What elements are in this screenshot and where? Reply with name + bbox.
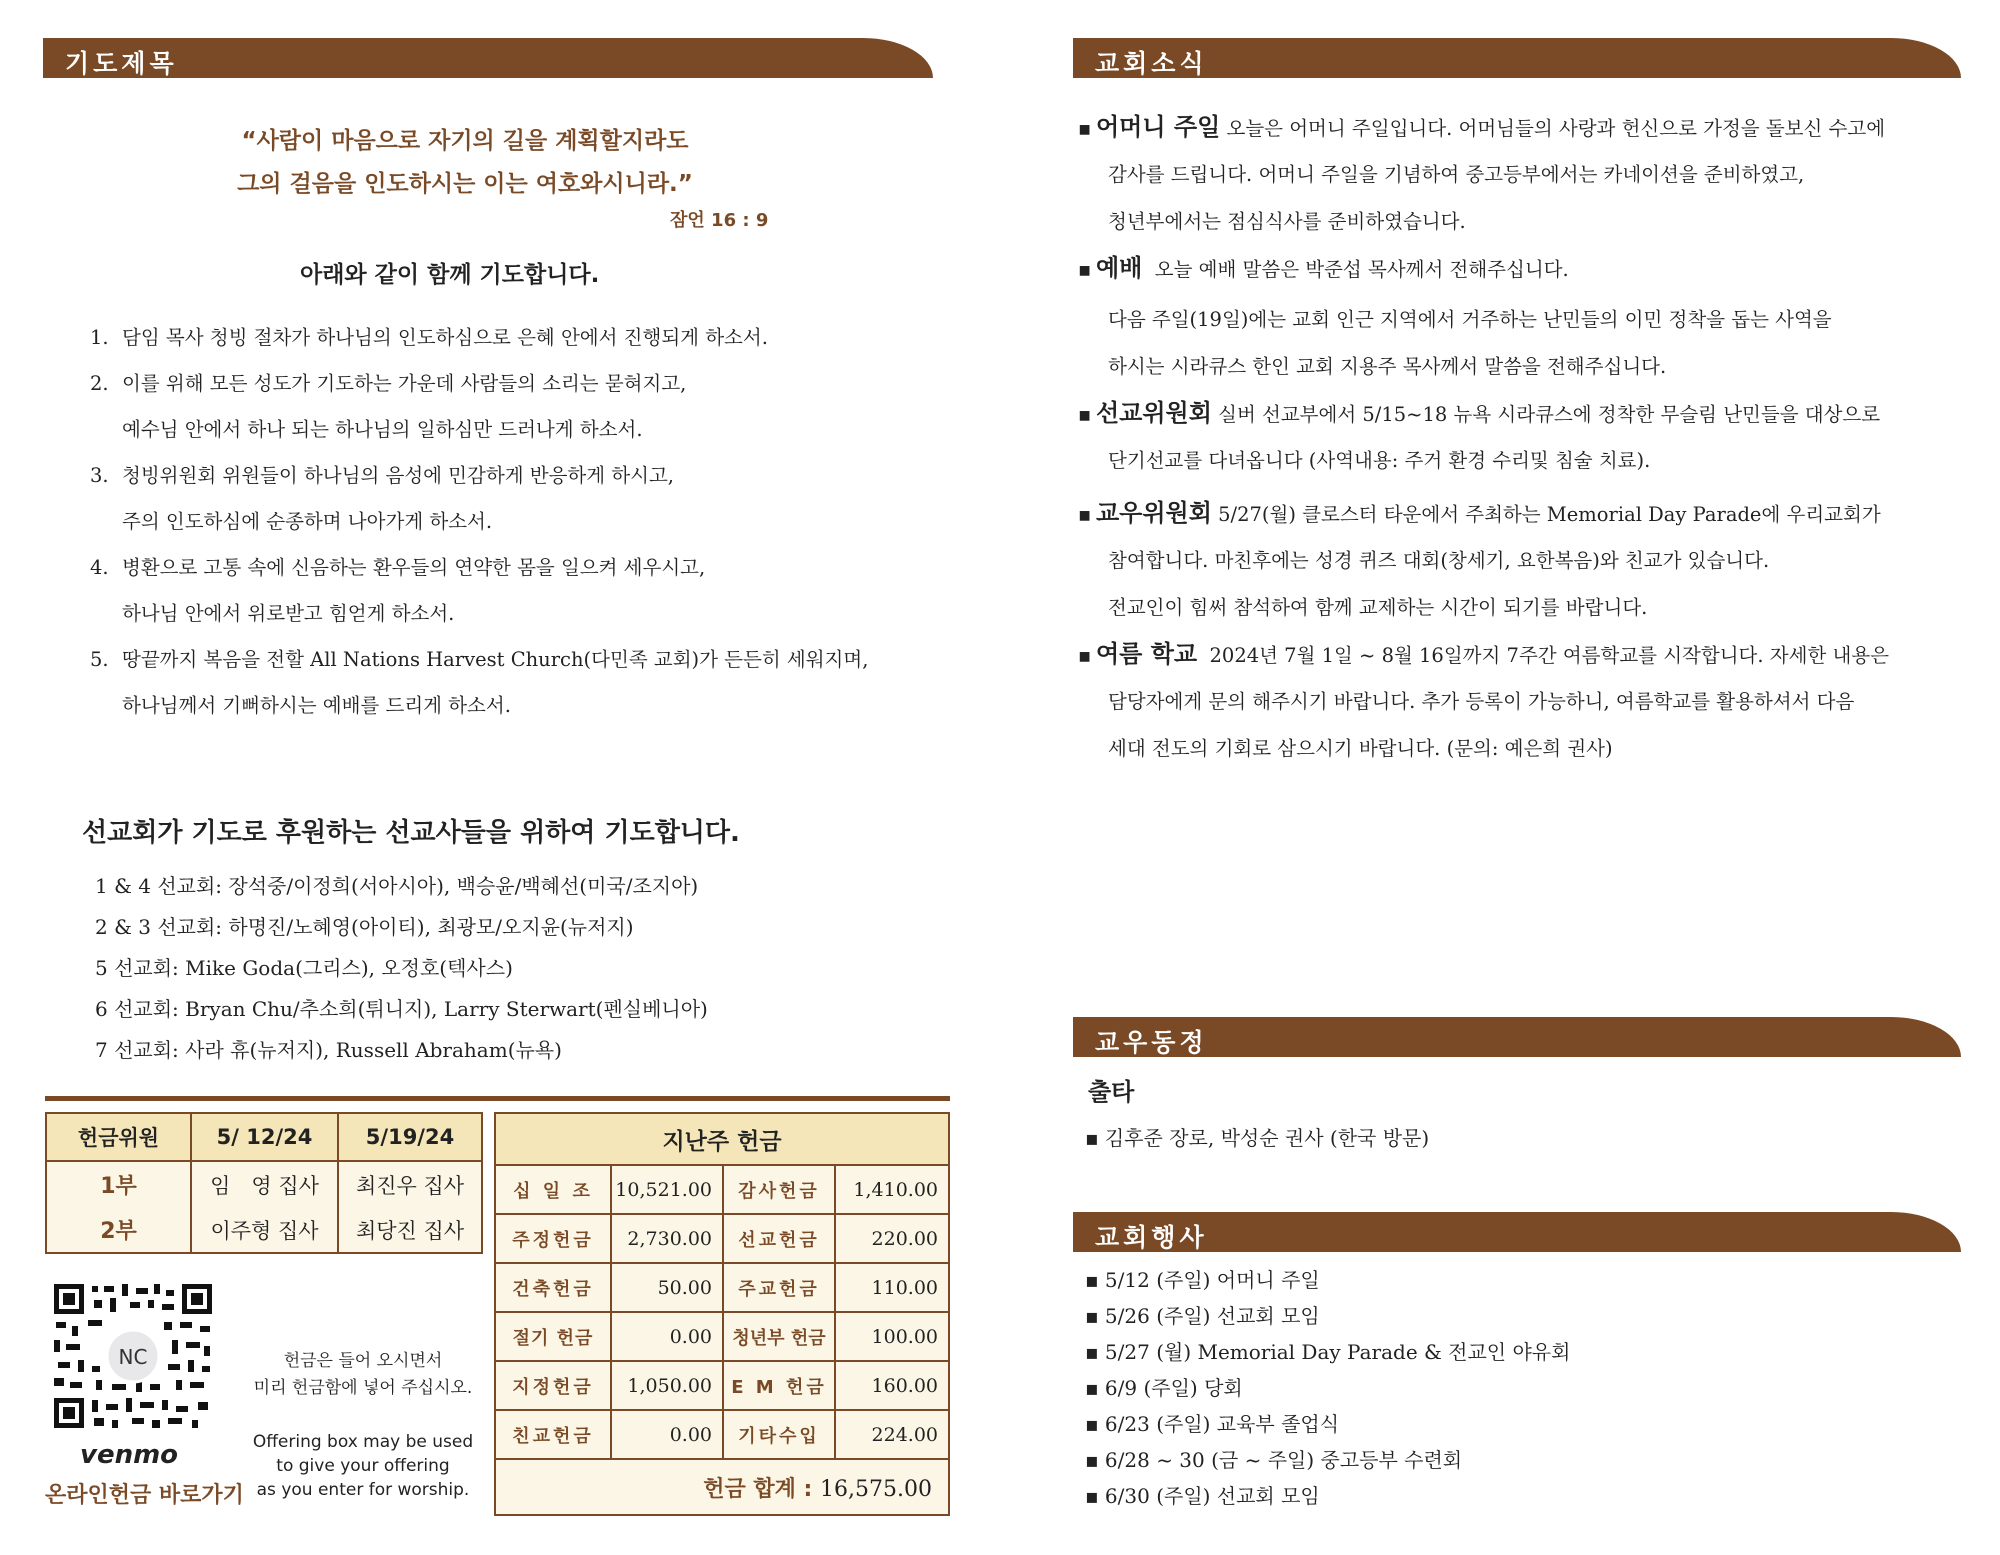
prayer-item: 3. 청빙위원회 위원들이 하나님의 음성에 민감하게 반응하게 하시고,: [90, 464, 674, 487]
member-news-subhead: 출타: [1088, 1078, 1135, 1106]
member-news-header: 교우동정: [1095, 1028, 1208, 1057]
news-header-bar: [1073, 38, 1961, 78]
events-list: [1085, 1262, 1570, 1514]
offering-amount: 2,730.00: [611, 1214, 723, 1263]
news-item: ▪ 여름 학교 2024년 7월 1일 ~ 8월 16일까지 7주간 여름학교를 시작합니다. 자세한 내용은: [1078, 640, 1890, 668]
member-news-header-bar: [1073, 1017, 1961, 1057]
event-item: ▪ 6/30 (주일) 선교회 모임: [1085, 1484, 1320, 1508]
offering-note-ko: 헌금은 들어 오시면서 미리 헌금함에 넣어 주십시오.: [253, 1351, 473, 1398]
online-offering-link[interactable]: 온라인헌금 바로가기: [45, 1483, 244, 1508]
missionary-line: 2 & 3 선교회: 하명진/노혜영(아이티), 최광모/오지윤(뉴저지): [95, 915, 634, 939]
event-item: ▪ 6/9 (주일) 당회: [1085, 1376, 1243, 1400]
offering-amount: 0.00: [611, 1312, 723, 1361]
missionary-line: 5 선교회: Mike Goda(그리스), 오정호(텍사스): [95, 956, 513, 980]
news-item: ▪ 선교위원회 실버 선교부에서 5/15~18 뉴욕 시라큐스에 정착한 무슬림 난민들을 대상으로: [1078, 399, 1881, 427]
offering-total: [495, 1459, 949, 1515]
offering-label: 선교헌금: [723, 1214, 835, 1263]
events-header: 교회행사: [1095, 1223, 1208, 1252]
usher-name: 이주형 집사: [191, 1207, 338, 1253]
offering-title: 지난주 헌금: [495, 1113, 949, 1165]
news-item-cont: 감사를 드립니다. 어머니 주일을 기념하여 중고등부에서는 카네이션을 준비하였고,: [1108, 163, 1805, 186]
venmo-qr-code[interactable]: [52, 1282, 214, 1430]
member-news-line: ▪ 김후준 장로, 박성순 권사 (한국 방문): [1085, 1126, 1430, 1150]
missionary-list: [95, 866, 708, 1071]
missionary-line: 7 선교회: 사라 휴(뉴저지), Russell Abraham(뉴욕): [95, 1038, 562, 1062]
offering-label: E M 헌금: [723, 1361, 835, 1410]
offering-amount: 224.00: [835, 1410, 949, 1459]
offering-amount: 160.00: [835, 1361, 949, 1410]
news-item-cont: 하시는 시라큐스 한인 교회 지용주 목사께서 말씀을 전해주십니다.: [1108, 355, 1667, 378]
offering-amount: 1,410.00: [835, 1165, 949, 1214]
offering-label: 지정헌금: [495, 1361, 611, 1410]
news-item: ▪ 교우위원회 5/27(월) 클로스터 타운에서 주최하는 Memorial Day Parade에 우리교회가: [1078, 499, 1881, 527]
usher-name: 최진우 집사: [338, 1161, 482, 1207]
news-item-cont: 담당자에게 문의 해주시기 바랍니다. 추가 등록이 가능하니, 여름학교를 활용하셔서 다음: [1108, 690, 1855, 713]
scripture-quote-line1: “사람이 마음으로 자기의 길을 계획할지라도: [241, 128, 689, 154]
scripture-reference: 잠언 16 : 9: [670, 210, 769, 231]
event-item: ▪ 6/23 (주일) 교육부 졸업식: [1085, 1412, 1340, 1436]
venmo-logo: venmo: [80, 1440, 179, 1470]
offering-label: 기타수입: [723, 1410, 835, 1459]
service-label: 1부: [46, 1161, 191, 1207]
usher-name: 임 영 집사: [191, 1161, 338, 1207]
event-item: ▪ 5/12 (주일) 어머니 주일: [1085, 1268, 1320, 1292]
news-item-cont: 전교인이 힘써 참석하여 함께 교제하는 시간이 되기를 바랍니다.: [1108, 596, 1648, 619]
prayer-item: 5. 땅끝까지 복음을 전할 All Nations Harvest Church(다민족 교회)가 든든히 세워지며,: [90, 648, 869, 671]
prayer-item: 1. 담임 목사 청빙 절차가 하나님의 인도하심으로 은혜 안에서 진행되게 하소서.: [90, 326, 768, 349]
offering-amount: 220.00: [835, 1214, 949, 1263]
offering-amount: 10,521.00: [611, 1165, 723, 1214]
offering-amount: 0.00: [611, 1410, 723, 1459]
news-item: ▪ 어머니 주일 오늘은 어머니 주일입니다. 어머님들의 사랑과 헌신으로 가정을 돌보신 수고에: [1078, 113, 1886, 141]
offering-label: 감사헌금: [723, 1165, 835, 1214]
news-header: 교회소식: [1095, 49, 1208, 78]
offering-amount: 1,050.00: [611, 1361, 723, 1410]
offering-label: 건축헌금: [495, 1263, 611, 1312]
event-item: ▪ 6/28 ~ 30 (금 ~ 주일) 중고등부 수련회: [1085, 1448, 1463, 1472]
ushers-table: [45, 1112, 483, 1254]
usher-name: 최당진 집사: [338, 1207, 482, 1253]
offering-label: 청년부 헌금: [723, 1312, 835, 1361]
prayer-item-cont: 하나님께서 기뻐하시는 예배를 드리게 하소서.: [122, 694, 511, 717]
service-label: 2부: [46, 1207, 191, 1253]
offering-label: 친교헌금: [495, 1410, 611, 1459]
event-item: ▪ 5/26 (주일) 선교회 모임: [1085, 1304, 1320, 1328]
offering-label: 주정헌금: [495, 1214, 611, 1263]
event-item: ▪ 5/27 (월) Memorial Day Parade & 전교인 야유회: [1085, 1340, 1571, 1364]
news-item-cont: 단기선교를 다녀옵니다 (사역내용: 주거 환경 수리및 침술 치료).: [1108, 449, 1651, 472]
offering-amount: 50.00: [611, 1263, 723, 1312]
prayer-item: 4. 병환으로 고통 속에 신음하는 환우들의 연약한 몸을 일으켜 세우시고,: [90, 556, 706, 579]
prayer-header: 기도제목: [65, 49, 178, 78]
offering-note-en: Offering box may be used to give your offering as you enter for worship.: [252, 1432, 474, 1500]
scripture-quote-line2: 그의 걸음을 인도하시는 이는 여호와시니라.”: [237, 171, 693, 197]
prayer-intro: 아래와 같이 함께 기도합니다.: [300, 262, 600, 288]
ushers-date: 5/ 12/24: [191, 1113, 338, 1161]
offering-amount: 110.00: [835, 1263, 949, 1312]
news-item: ▪ 예배 오늘 예배 말씀은 박준섭 목사께서 전해주십니다.: [1078, 254, 1569, 282]
prayer-header-bar: [43, 38, 933, 78]
news-item-cont: 다음 주일(19일)에는 교회 인근 지역에서 거주하는 난민들의 이민 정착을 돕는 사역을: [1108, 308, 1832, 331]
prayer-item-cont: 하나님 안에서 위로받고 힘얻게 하소서.: [122, 602, 455, 625]
prayer-list: [90, 315, 930, 729]
prayer-item: 2. 이를 위해 모든 성도가 기도하는 가운데 사람들의 소리는 묻혀지고,: [90, 372, 687, 395]
offering-table: [494, 1112, 950, 1516]
ushers-header: 헌금위원: [46, 1113, 191, 1161]
events-header-bar: [1073, 1212, 1961, 1252]
news-item-cont: 청년부에서는 점심식사를 준비하였습니다.: [1108, 210, 1466, 233]
offering-total-label: 헌금 합계 :: [703, 1476, 813, 1502]
news-item-cont: 참여합니다. 마친후에는 성경 퀴즈 대회(창세기, 요한복음)와 친교가 있습니다.: [1108, 549, 1770, 572]
offering-total-value: 16,575.00: [820, 1476, 932, 1502]
news-item-cont: 세대 전도의 기회로 삼으시기 바랍니다. (문의: 예은희 권사): [1108, 737, 1613, 760]
offering-label: 십 일 조: [495, 1165, 611, 1214]
offering-label: 절기 헌금: [495, 1312, 611, 1361]
ushers-date: 5/19/24: [338, 1113, 482, 1161]
missionary-line: 1 & 4 선교회: 장석중/이정희(서아시아), 백승윤/백혜선(미국/조지아): [95, 874, 699, 898]
missionary-title: 선교회가 기도로 후원하는 선교사들을 위하여 기도합니다.: [82, 818, 740, 848]
news-list: [1078, 104, 1978, 772]
missionary-line: 6 선교회: Bryan Chu/추소희(튀니지), Larry Sterwart(펜실베니아): [95, 997, 708, 1021]
qr-center-label: NC: [118, 1345, 148, 1369]
prayer-item-cont: 주의 인도하심에 순종하며 나아가게 하소서.: [122, 510, 493, 533]
offering-label: 주교헌금: [723, 1263, 835, 1312]
offering-amount: 100.00: [835, 1312, 949, 1361]
prayer-item-cont: 예수님 안에서 하나 되는 하나님의 일하심만 드러나게 하소서.: [122, 418, 643, 441]
divider: [45, 1096, 950, 1101]
